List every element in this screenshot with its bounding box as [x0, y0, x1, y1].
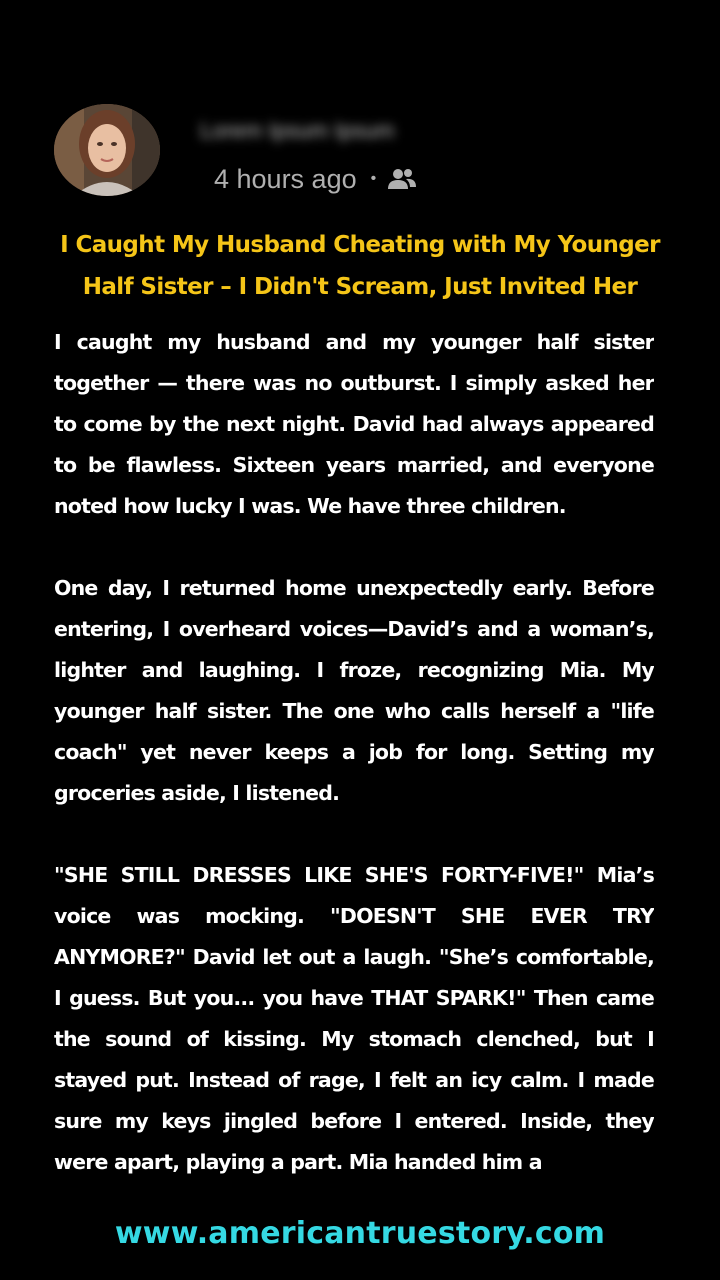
story-body — [54, 322, 654, 1202]
story-paragraph: I caught my husband and my younger half sister together — there was no outburst. I simply asked her to come by the next night. David had always appeared to be flawless. Sixteen years married, and everyone noted how lucky I was. We have three children. — [54, 330, 654, 518]
meta-separator: • — [370, 170, 377, 187]
post-time[interactable]: 4 hours ago — [214, 163, 357, 194]
post-meta — [214, 162, 418, 196]
post-header — [54, 104, 666, 200]
story-paragraph: One day, I returned home unexpectedly early. Before entering, I overheard voices—David’s and a woman’s, lighter and laughing. I froze, recognizing Mia. My younger half sister. The one who calls herself a "life coach" yet never keeps a job for long. Setting my groceries aside, I listened. — [54, 576, 654, 805]
friends-icon[interactable] — [386, 167, 418, 191]
post-title: I Caught My Husband Cheating with My Younger Half Sister – I Didn't Scream, Just Invited Her — [60, 232, 660, 300]
website-link[interactable]: www.americantruestory.com — [114, 1216, 606, 1251]
avatar-portrait — [54, 104, 160, 196]
author-name[interactable]: Lorem Ipsum Ipsum — [200, 118, 395, 143]
story-paragraph: "SHE STILL DRESSES LIKE SHE'S FORTY-FIVE!" Mia’s voice was mocking. "DOESN'T SHE EVER TRY ANYMORE?" David let out a laugh. "She’s comfortable, I guess. But you... you have THAT SPARK!" Then came the sound of kissing. My stomach clenched, but I stayed put. Instead of rage, I felt an icy calm. I made sure my keys jingled before I entered. Inside, they were apart, playing a part. Mia handed him a — [54, 863, 654, 1174]
avatar[interactable] — [54, 104, 160, 196]
